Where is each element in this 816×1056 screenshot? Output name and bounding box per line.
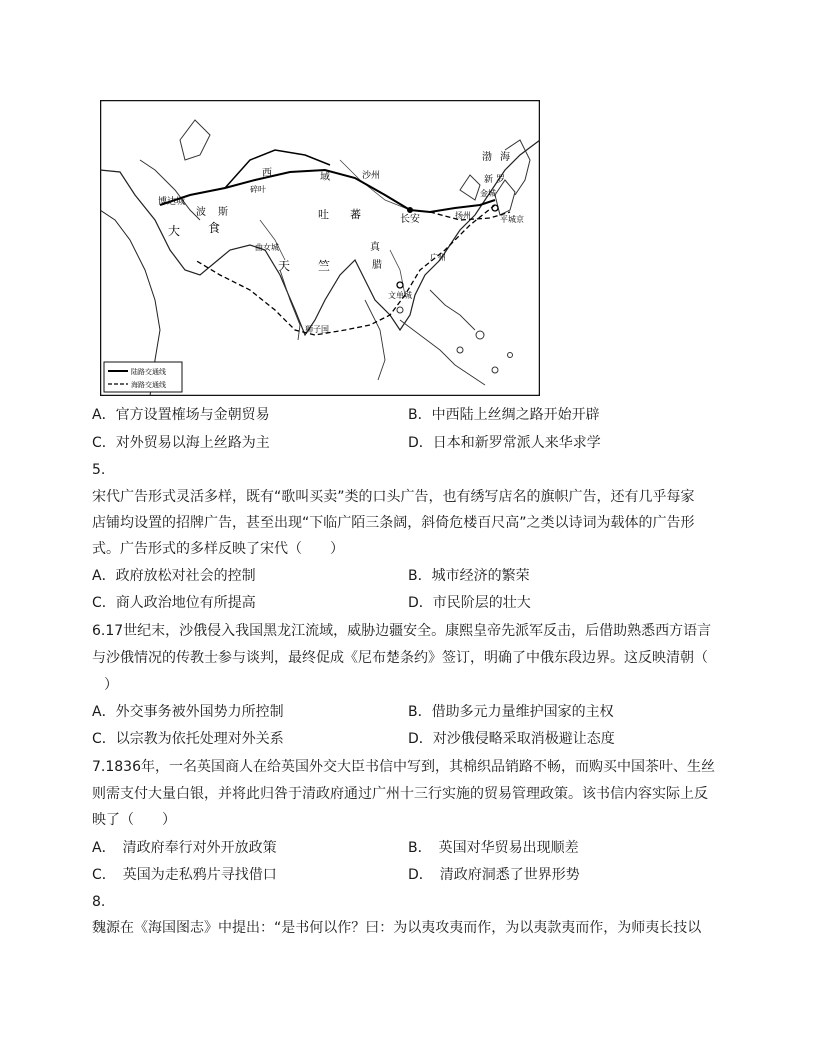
q8-number: 8. xyxy=(92,894,106,910)
map-city-label: 曲女城 xyxy=(255,243,279,252)
q6-option-d[interactable]: D．对沙俄侵略采取消极避让态度 xyxy=(408,731,615,747)
map-city-label: 金城 xyxy=(480,189,496,198)
legend-sea-route: 海路交通线 xyxy=(131,381,166,389)
map-region-label: 西 xyxy=(262,168,272,179)
q7-option-d[interactable]: D． 清政府洞悉了世界形势 xyxy=(408,867,580,883)
map-region-label: 渤 xyxy=(482,152,492,163)
map-region-label: 沙州 xyxy=(362,171,381,181)
q7-stem-line: 则需支付大量白银，并将此归咎于清政府通过广州十三行实施的贸易管理政策。该书信内容实际上反 xyxy=(92,786,708,802)
q5-option-d[interactable]: D．市民阶层的壮大 xyxy=(408,595,531,611)
legend-land-route: 陆路交通线 xyxy=(131,368,166,376)
q4-option-d[interactable]: D．日本和新罗常派人来华求学 xyxy=(408,435,601,451)
q6-option-b[interactable]: B．借助多元力量维护国家的主权 xyxy=(408,704,614,720)
map-region-label: 真 xyxy=(370,242,380,253)
q5-option-a[interactable]: A．政府放松对社会的控制 xyxy=(92,568,256,584)
map-city-label: 碎叶 xyxy=(250,185,266,194)
q5-number: 5. xyxy=(92,462,106,478)
q5-stem-line: 宋代广告形式灵活多样，既有“歌叫买卖”类的口头广告，也有绣写店名的旗帜广告，还有几乎每家 xyxy=(92,489,695,505)
q4-option-c[interactable]: C．对外贸易以海上丝路为主 xyxy=(92,435,270,451)
q5-option-c[interactable]: C．商人政治地位有所提高 xyxy=(92,595,256,611)
q6-stem-line: 6.17世纪末，沙俄侵入我国黑龙江流域，威胁边疆安全。康熙皇帝先派军反击，后借助熟悉西方语言 xyxy=(92,623,712,639)
q6-option-c[interactable]: C．以宗教为依托处理对外关系 xyxy=(92,731,284,747)
changan-marker xyxy=(407,207,413,213)
map-region-label: 斯 xyxy=(218,207,228,218)
q6-option-a[interactable]: A．外交事务被外国势力所控制 xyxy=(92,704,284,720)
q7-stem-line: 7.1836年，一名英国商人在给英国外交大臣书信中写到，其棉织品销路不畅，而购买中国茶叶、生丝 xyxy=(92,759,715,775)
map-figure xyxy=(100,100,540,396)
q6-stem-line: 与沙俄情况的传教士参与谈判，最终促成《尼布楚条约》签订，明确了中俄东段边界。这反映清朝（ xyxy=(92,650,708,666)
q7-stem-line: 映了（ ） xyxy=(92,812,176,828)
map-region-label: 吐 xyxy=(318,208,329,221)
map-region-label: 天 xyxy=(278,259,291,273)
map-region-label: 腊 xyxy=(372,260,382,271)
map-legend xyxy=(104,362,182,392)
q4-option-b[interactable]: B．中西陆上丝绸之路开始开辟 xyxy=(408,407,600,423)
map-city-label: 长安 xyxy=(400,214,420,225)
trade-routes-map xyxy=(100,100,540,396)
q7-option-b[interactable]: B． 英国对华贸易出现顺差 xyxy=(408,840,579,856)
map-city-label: 博达城 xyxy=(158,197,186,207)
q4-option-a[interactable]: A．官方设置榷场与金朝贸易 xyxy=(92,407,270,423)
q7-option-a[interactable]: A． 清政府奉行对外开放政策 xyxy=(92,840,277,856)
map-region-label: 罗 xyxy=(496,175,506,185)
map-region-label: 食 xyxy=(208,221,221,235)
map-city-label: 狮子国 xyxy=(305,325,329,334)
map-region-label: 蕃 xyxy=(350,208,361,221)
map-city-label: 平城京 xyxy=(500,215,524,224)
q5-option-b[interactable]: B．城市经济的繁荣 xyxy=(408,568,530,584)
q5-stem-line: 式。广告形式的多样反映了宋代（ ） xyxy=(92,541,344,557)
q7-option-c[interactable]: C． 英国为走私鸦片寻找借口 xyxy=(92,867,277,883)
map-city-label: 扬州 xyxy=(455,211,471,220)
map-region-label: 波 xyxy=(196,207,206,218)
map-region-label: 海 xyxy=(500,152,510,163)
q6-stem-line: ） xyxy=(104,677,118,693)
map-region-label: 域 xyxy=(320,172,330,183)
map-region-label: 大 xyxy=(168,224,181,238)
q8-stem-line: 魏源在《海国图志》中提出：“是书何以作？曰：为以夷攻夷而作，为以夷款夷而作，为师夷长技以 xyxy=(92,920,702,936)
map-region-label: 竺 xyxy=(318,259,331,273)
map-city-label: 广州 xyxy=(430,253,446,262)
map-region-label: 新 xyxy=(484,175,494,185)
q5-stem-line: 店铺均设置的招牌广告，甚至出现“下临广陌三条阔，斜倚危楼百尺高”之类以诗词为载体的广告形 xyxy=(92,515,695,531)
map-city-label: 文单城 xyxy=(388,291,412,300)
